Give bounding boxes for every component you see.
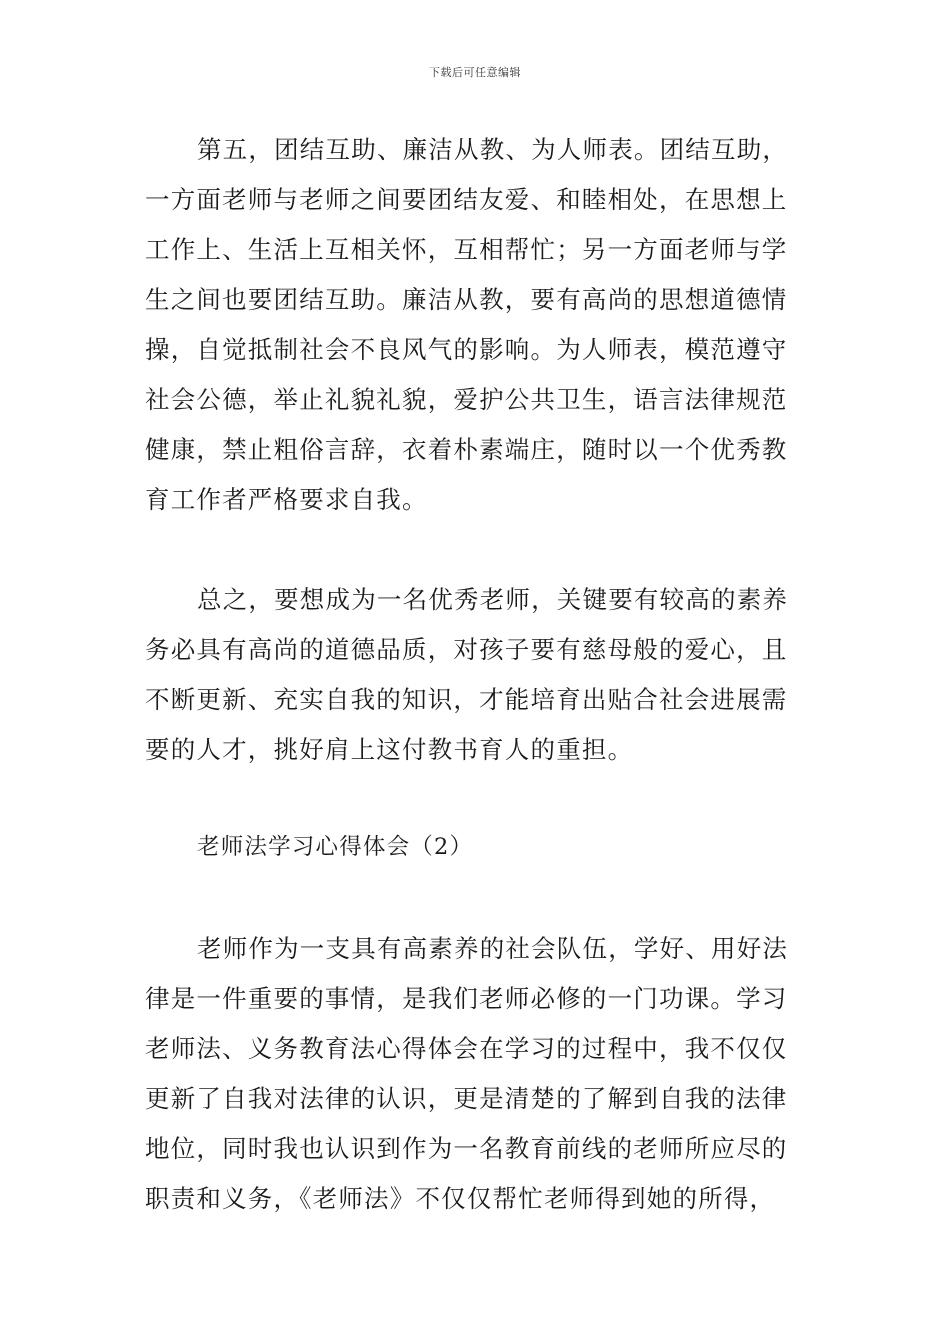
- text-line: 一方面老师与老师之间要团结友爱、和睦相处，在思想上: [145, 185, 788, 214]
- text-line: 更新了自我对法律的认识，更是清楚的了解到自我的法律: [145, 1084, 788, 1113]
- text-line: 要的人才，挑好肩上这付教书育人的重担。: [145, 735, 634, 764]
- text-line: 总之，要想成为一名优秀老师，关键要有较高的素养: [197, 585, 789, 614]
- heading-text: 老师法学习心得体会（2）: [197, 834, 474, 860]
- text-line: 务必具有高尚的道德品质，对孩子要有慈母般的爱心，且: [145, 635, 788, 664]
- text-line: 育工作者严格要求自我。: [145, 485, 428, 514]
- text-line: 律是一件重要的事情，是我们老师必修的一门功课。学习: [145, 984, 788, 1013]
- text-line: 社会公德，举止礼貌礼貌，爱护公共卫生，语言法律规范: [145, 385, 788, 414]
- page-header: 下载后可任意编辑: [429, 66, 521, 79]
- text-line: 职责和义务，《老师法》不仅仅帮忙老师得到她的所得，: [145, 1184, 776, 1213]
- paragraph-3: [145, 924, 807, 1224]
- text-line: 不断更新、充实自我的知识，才能培育出贴合社会进展需: [145, 685, 788, 714]
- section-heading: [145, 822, 807, 872]
- text-line: 操，自觉抵制社会不良风气的影响。为人师表，模范遵守: [145, 335, 788, 364]
- text-line: 老师法、义务教育法心得体会在学习的过程中，我不仅仅: [145, 1034, 788, 1063]
- text-line: 生之间也要团结互助。廉洁从教，要有高尚的思想道德情: [145, 285, 788, 314]
- paragraph-1: [145, 125, 807, 525]
- paragraph-2: [145, 575, 807, 775]
- text-line: 地位，同时我也认识到作为一名教育前线的老师所应尽的: [145, 1134, 788, 1163]
- text-line: 工作上、生活上互相关怀，互相帮忙；另一方面老师与学: [145, 235, 788, 264]
- text-line: 老师作为一支具有高素养的社会队伍，学好、用好法: [197, 934, 789, 963]
- text-line: 健康，禁止粗俗言辞，衣着朴素端庄，随时以一个优秀教: [145, 435, 788, 464]
- text-line: 第五，团结互助、廉洁从教、为人师表。团结互助，: [197, 135, 789, 164]
